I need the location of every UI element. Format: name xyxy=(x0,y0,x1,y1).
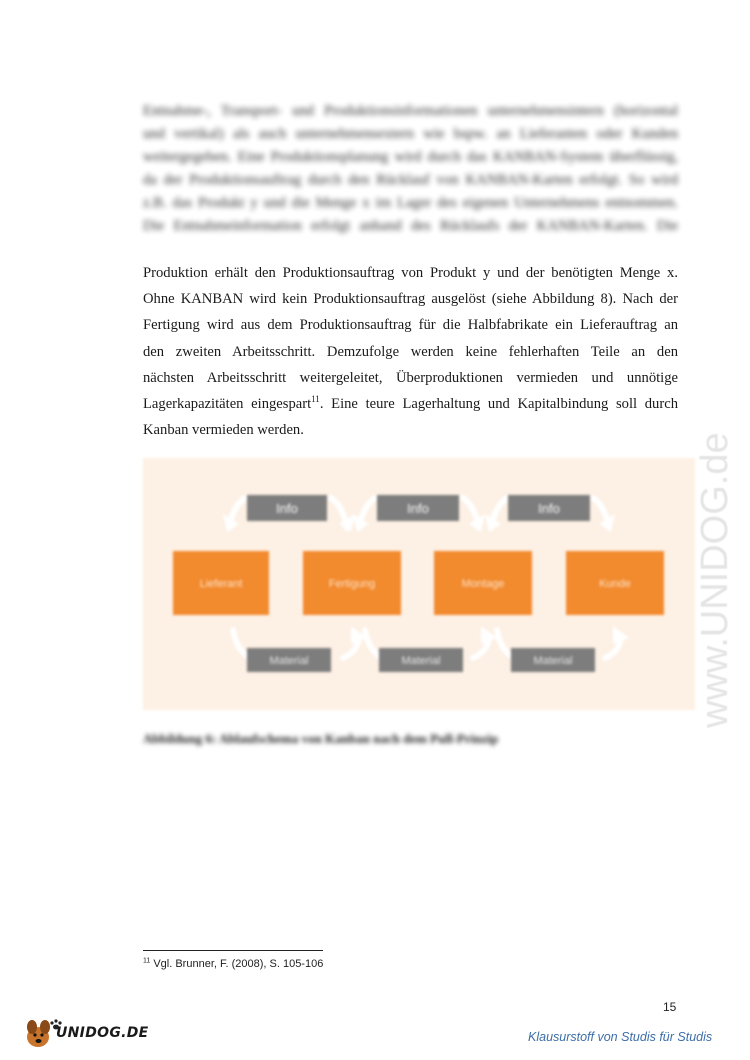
material-label: Material xyxy=(401,655,441,667)
logo-text: UNIDOG.DE xyxy=(56,1025,149,1041)
paragraph-line xyxy=(143,391,678,417)
watermark xyxy=(683,260,743,730)
blurred-line: weitergegeben. Eine Produktionsplanung wird durch das KANBAN-System überflüssig, xyxy=(143,149,678,165)
footnote-rule xyxy=(143,950,323,951)
process-label: Kunde xyxy=(599,578,631,590)
footnote-marker: 11 xyxy=(311,394,320,405)
footnote-number: 11 xyxy=(143,957,151,965)
paragraph-line: den zweiten Arbeitsschritt. Demzufolge werden keine fehlerhaften Teile an den xyxy=(143,343,678,360)
line-text: Lagerkapazitäten eingespart xyxy=(143,396,312,413)
material-label: Material xyxy=(269,655,309,667)
footnote-text: Vgl. Brunner, F. (2008), S. 105-106 xyxy=(150,958,324,970)
paragraph-line: Kanban vermieden werden. xyxy=(143,422,304,439)
blurred-line: Entnahme-, Transport- und Produktionsinformationen unternehmensintern (horizontal xyxy=(143,103,678,119)
process-label: Fertigung xyxy=(328,578,376,590)
blurred-line: Die Entnahmeinformation erfolgt anhand des Rücklaufs der KANBAN-Karten. Die xyxy=(143,218,678,234)
watermark-text: www.UNIDOG.de xyxy=(694,432,736,728)
info-label: Info xyxy=(276,501,298,516)
kanban-diagram xyxy=(143,458,695,710)
blurred-line: z.B. das Produkt y und die Menge x im Lager des eigenen Unternehmens entnommen. xyxy=(143,195,678,211)
body-paragraph xyxy=(143,260,678,443)
paragraph-line: Produktion erhält den Produktionsauftrag von Produkt y und der benötigten Menge x. xyxy=(143,265,678,281)
material-label: Material xyxy=(533,655,573,667)
blurred-line: da der Produktionsauftrag durch den Rücklauf von KANBAN-Karten erfolgt. So wird xyxy=(143,172,678,188)
blurred-paragraph xyxy=(143,100,678,238)
page-number: 15 xyxy=(663,1000,677,1014)
blurred-line: und vertikal) als auch unternehmensextern wie bspw. an Lieferanten oder Kunden xyxy=(143,126,678,142)
footnote xyxy=(143,958,323,970)
footer-tagline: Klausurstoff von Studis für Studis xyxy=(528,1030,713,1044)
diagram-svg xyxy=(143,458,695,710)
paragraph-line: Fertigung wird aus dem Produktionsauftrag für die Halbfabrikate ein Lieferauftrag an xyxy=(143,317,678,334)
figure-caption: Abbildung 6: Ablaufschema von Kanban nach dem Pull-Prinzip xyxy=(143,731,499,746)
paragraph-line: nächsten Arbeitsschritt weitergeleitet, Überproduktionen vermieden und unnötige xyxy=(143,369,678,386)
info-label: Info xyxy=(538,501,560,516)
info-label: Info xyxy=(407,501,429,516)
process-label: Lieferant xyxy=(199,578,243,590)
paragraph-line: Ohne KANBAN wird kein Produktionsauftrag ausgelöst (siehe Abbildung 8). Nach der xyxy=(143,291,678,308)
line-text: . Eine teure Lagerhaltung und Kapitalbindung soll durch xyxy=(319,396,678,413)
process-label: Montage xyxy=(461,578,505,590)
